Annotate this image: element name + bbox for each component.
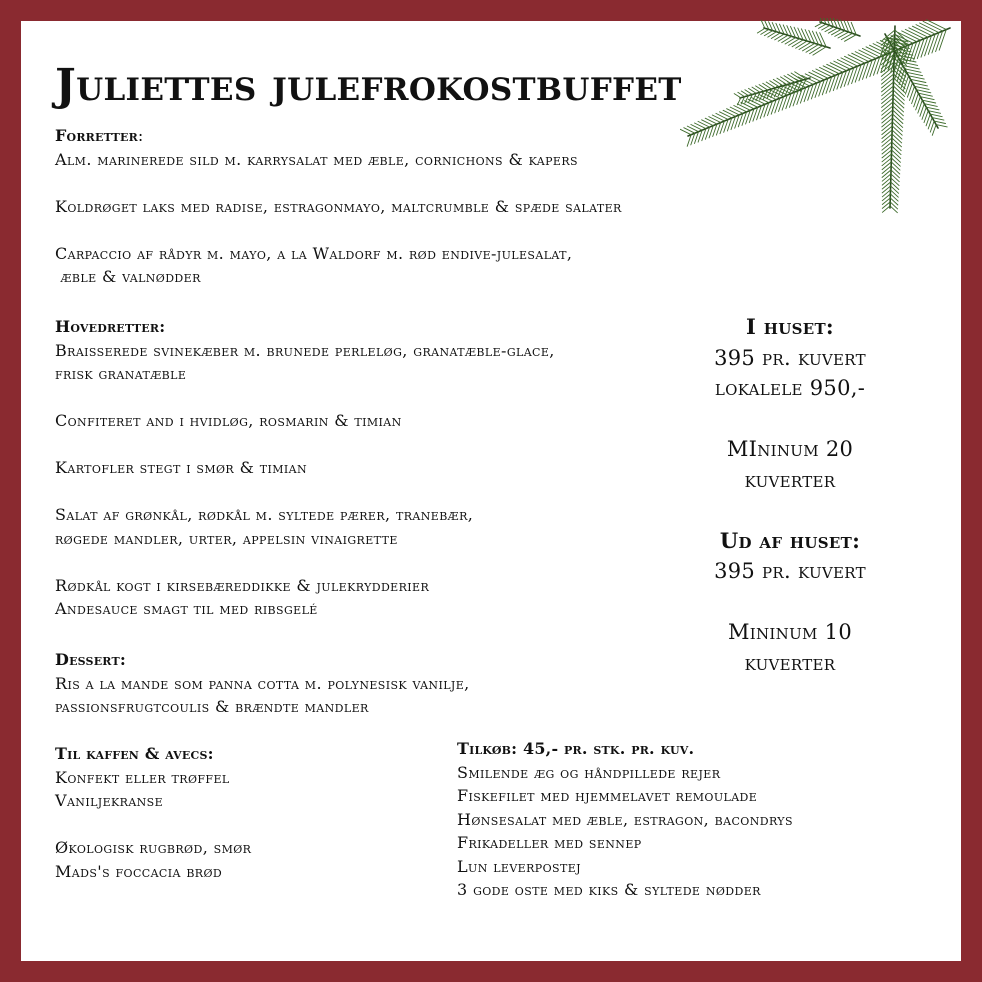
- forretter-heading: [55, 124, 622, 148]
- menu-item: Økologisk rugbrød, smør: [55, 838, 252, 857]
- menu-item: frisk granatæble: [55, 364, 187, 383]
- pricing-panel: [690, 312, 890, 678]
- i-huset-heading: I huset:: [746, 314, 834, 339]
- menu-item: Salat af grønkål, rødkål m. syltede pærer, tranebær,: [55, 505, 474, 524]
- forretter-section: [55, 124, 622, 289]
- menu-item: Confiteret and i hvidløg, rosmarin & timian: [55, 411, 402, 430]
- hovedretter-heading: Hovedretter:: [55, 317, 166, 336]
- i-huset-lokale-price: lokalele 950,-: [714, 376, 866, 400]
- i-huset-minimum-unit: kuverter: [744, 467, 836, 492]
- til-kaffen-heading: Til kaffen & avecs:: [55, 744, 214, 763]
- ud-af-huset-price: 395 pr. kuvert: [714, 559, 866, 583]
- menu-item: Konfekt eller trøffel: [55, 767, 230, 787]
- tilkob-section: [457, 737, 793, 902]
- dessert-section: [55, 648, 470, 719]
- menu-item: 3 gode oste med kiks & syltede nødder: [457, 880, 761, 899]
- menu-item: Frikadeller med sennep: [457, 833, 642, 852]
- i-huset-minimum: MIninum 20: [726, 437, 854, 461]
- menu-item: Fiskefilet med hjemmelavet remoulade: [457, 786, 758, 805]
- menu-item: passionsfrugtcoulis & brændte mandler: [55, 697, 369, 716]
- menu-title: Juliettes julefrokostbuffet: [55, 60, 682, 111]
- ud-af-huset-heading: Ud af huset:: [719, 527, 861, 553]
- ud-af-huset-minimum-unit: kuverter: [744, 650, 836, 675]
- forretter-heading-text: Forretter: [55, 126, 138, 145]
- menu-item: Vaniljekranse: [55, 791, 164, 810]
- menu-item: Braisserede svinekæber m. brunede perleløg, granatæble-glace,: [55, 340, 555, 360]
- menu-item: Alm. marinerede sild m. karrysalat med æble, cornichons & kapers: [55, 149, 578, 169]
- forretter-heading-colon: :: [137, 126, 144, 145]
- menu-item: Kartofler stegt i smør & timian: [55, 458, 307, 477]
- menu-item: Ris a la mande som panna cotta m. polynesisk vanilje,: [55, 673, 470, 693]
- tilkob-heading: Tilkøb: 45,- pr. stk. pr. kuv.: [457, 739, 695, 758]
- i-huset-price: 395 pr. kuvert: [714, 345, 866, 370]
- menu-item: Andesauce smagt til med ribsgelé: [55, 599, 318, 618]
- menu-item: Smilende æg og håndpillede rejer: [457, 762, 721, 782]
- dessert-heading: Dessert:: [55, 650, 126, 669]
- menu-item: Koldrøget laks med radise, estragonmayo, maltcrumble & spæde salater: [55, 196, 622, 216]
- menu-item: røgede mandler, urter, appelsin vinaigrette: [55, 528, 398, 548]
- ud-af-huset-minimum: Mininum 10: [727, 620, 852, 644]
- til-kaffen-section: [55, 742, 251, 883]
- menu-item: Lun leverpostej: [457, 856, 581, 876]
- menu-item: Rødkål kogt i kirsebæreddikke & julekrydderier: [55, 575, 430, 595]
- menu-item: Mads's foccacia brød: [55, 861, 223, 881]
- menu-item: Carpaccio af rådyr m. mayo, a la Waldorf m. rød endive-julesalat,: [55, 243, 573, 263]
- hovedretter-section: [55, 315, 555, 621]
- menu-item: Hønsesalat med æble, estragon, bacondrys: [457, 809, 793, 829]
- pine-branch-icon: [680, 18, 960, 218]
- menu-item: æble & valnødder: [55, 267, 201, 286]
